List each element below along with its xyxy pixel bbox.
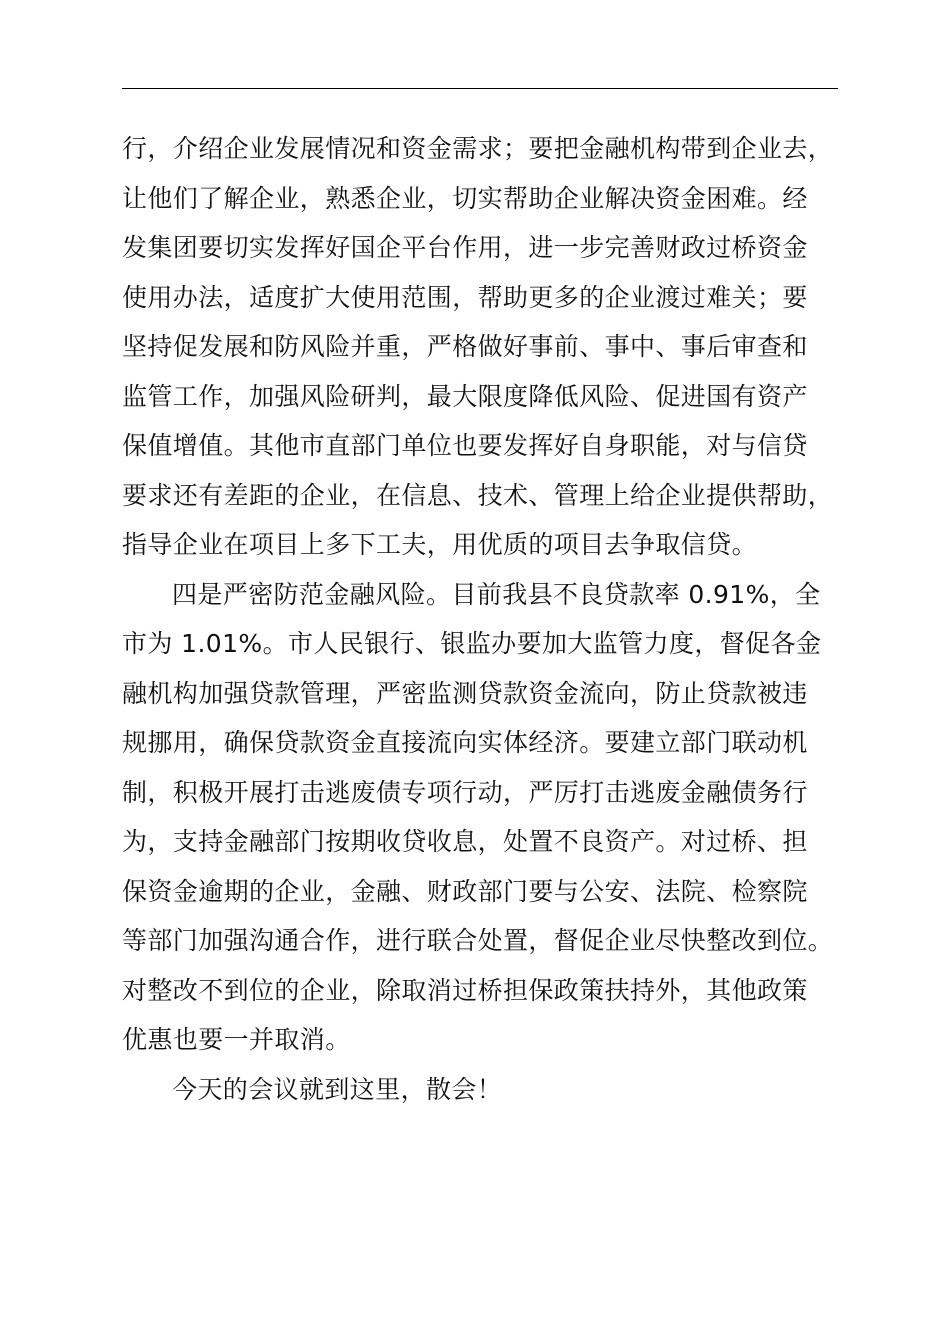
text-line: 使用办法，适度扩大使用范围，帮助更多的企业渡过难关；要	[122, 282, 808, 312]
text-line: 为，支持金融部门按期收贷收息，处置不良资产。对过桥、担	[122, 827, 808, 856]
text-line: 等部门加强沟通合作，进行联合处置，督促企业尽快整改到位。	[122, 926, 834, 955]
paragraph-start-line: 四是严密防范金融风险。目前我县不良贷款率 0.91%，全	[172, 579, 821, 609]
closing-remark: 今天的会议就到这里，散会！	[172, 1074, 503, 1104]
text-line: 市为 1.01%。市人民银行、银监办要加大监管力度，督促各金	[122, 629, 822, 658]
text-line: 保值增值。其他市直部门单位也要发挥好自身职能，对与信贷	[122, 431, 808, 460]
text-line: 要求还有差距的企业，在信息、技术、管理上给企业提供帮助，	[122, 480, 834, 510]
text-line: 对整改不到位的企业，除取消过桥担保政策扶持外，其他政策	[122, 975, 808, 1005]
text-line: 制，积极开展打击逃废债专项行动，严厉打击逃废金融债务行	[122, 777, 808, 807]
text-line: 行，介绍企业发展情况和资金需求；要把金融机构带到企业去，	[122, 134, 834, 163]
document-body	[122, 124, 862, 1114]
text-line: 发集团要切实发挥好国企平台作用，进一步完善财政过桥资金	[122, 233, 808, 262]
header-rule	[122, 88, 838, 89]
text-line: 融机构加强贷款管理，严密监测贷款资金流向，防止贷款被违	[122, 678, 808, 708]
text-line: 优惠也要一并取消。	[122, 1025, 351, 1054]
text-line: 保资金逾期的企业，金融、财政部门要与公安、法院、检察院	[122, 876, 808, 906]
text-line: 指导企业在项目上多下工夫，用优质的项目去争取信贷。	[122, 530, 758, 559]
text-line: 监管工作，加强风险研判，最大限度降低风险、促进国有资产	[122, 381, 808, 411]
text-line: 让他们了解企业，熟悉企业，切实帮助企业解决资金困难。经	[122, 183, 808, 213]
text-line: 规挪用，确保贷款资金直接流向实体经济。要建立部门联动机	[122, 728, 808, 757]
text-line: 坚持促发展和防风险并重，严格做好事前、事中、事后审查和	[122, 332, 808, 361]
